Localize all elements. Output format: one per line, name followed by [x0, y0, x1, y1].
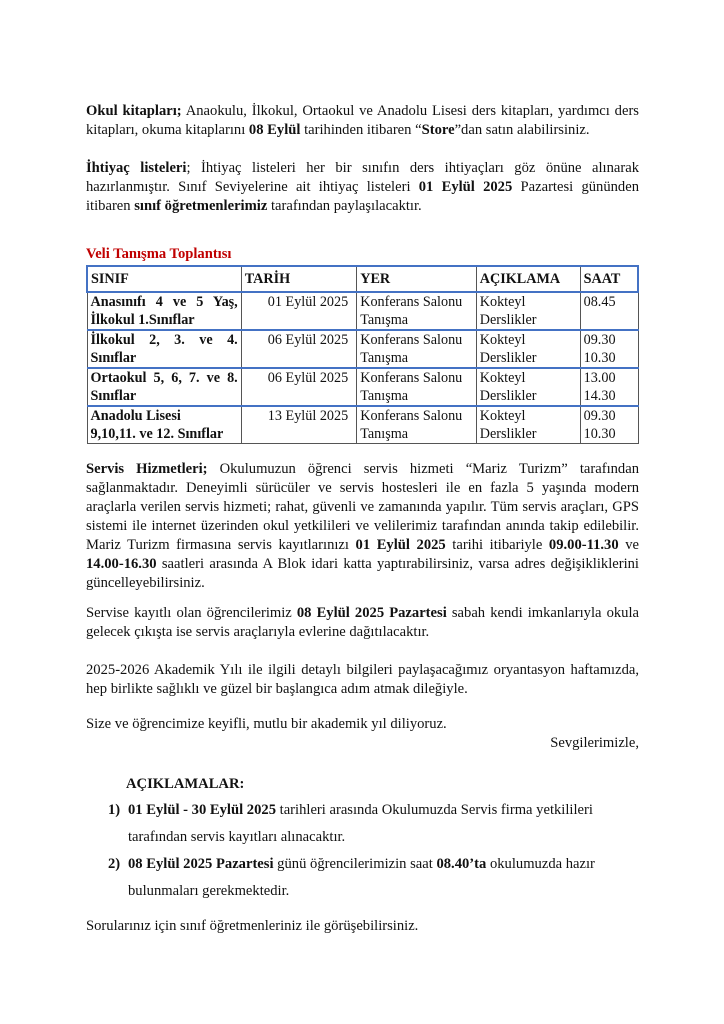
cell-class: Anasınıfı 4 ve 5 Yaş, İlkokul 1.Sınıflar [87, 292, 241, 330]
meeting-title: Veli Tanışma Toplantısı [86, 246, 232, 262]
table-header-row [87, 266, 638, 292]
note-item: 2) 08 Eylül 2025 Pazartesi günü öğrencilerimizin saat 08.40’ta okulumuzda hazır bulunmaları gerekmektedir. [108, 856, 595, 899]
cell-description: Kokteyl Derslikler [476, 330, 580, 368]
paragraph-orientation: 2025-2026 Akademik Yılı ile ilgili detaylı bilgileri paylaşacağımız oryantasyon haftamızda, hep birlikte sağlıklı ve güzel bir başlangıca adım atmak dileğiyle. [86, 662, 639, 697]
cell-time: 09.30 10.30 [580, 330, 638, 368]
header-aciklama: AÇIKLAMA [476, 266, 580, 292]
cell-place: Konferans Salonu Tanışma [357, 368, 477, 406]
header-tarih: TARİH [241, 266, 356, 292]
closing-line: Sevgilerimizle, [550, 735, 639, 751]
cell-description: Kokteyl Derslikler [476, 406, 580, 444]
cell-date: 13 Eylül 2025 [241, 406, 356, 444]
cell-date: 06 Eylül 2025 [241, 330, 356, 368]
paragraph-books: Okul kitapları; Anaokulu, İlkokul, Ortaokul ve Anadolu Lisesi ders kitapları, yardımcı ders kitapları, okuma kitaplarını 08 Eylül tarihinden itibaren “Store”dan satın alabilirsiniz. [86, 103, 639, 138]
meeting-table [86, 265, 639, 444]
paragraph-needs-lists: İhtiyaç listeleri; İhtiyaç listeleri her bir sınıfın ders ihtiyaçları göz önüne alınarak hazırlanmıştır. Sınıf Seviyelerine ait ihtiyaç listeleri 01 Eylül 2025 Pazartesi gününden itibaren sınıf öğretmenlerimiz tarafından paylaşılacaktır. [86, 160, 640, 214]
cell-class: İlkokul 2, 3. ve 4. Sınıflar [87, 330, 241, 368]
bold-text: Okul kitapları; [86, 103, 182, 119]
cell-class: Ortaokul 5, 6, 7. ve 8. Sınıflar [87, 368, 241, 406]
header-saat: SAAT [580, 266, 638, 292]
cell-time: 13.00 14.30 [580, 368, 638, 406]
cell-date: 01 Eylül 2025 [241, 292, 356, 330]
table-row [87, 368, 638, 406]
paragraph-transport: Servis Hizmetleri; Okulumuzun öğrenci servis hizmeti “Mariz Turizm” tarafından sağlanmaktadır. Deneyimli sürücüler ve servis hostesleri ile en fazla 5 yaşında modern araçlarla verilen servis hizmeti; rahat, güvenli ve zamanında yapılır. Tüm servis araçları, GPS sistemi ile internet üzerinden okul yetkilileri ve velilerimiz tarafından anında takip edilebilir. Mariz Turizm firmasına servis kayıtlarınızı 01 Eylül 2025 tarihi itibariyle 09.00-11.30 ve 14.00-16.30 saatleri arasında A Blok idari katta yaptırabilirsiniz, varsa adres değişikliklerini güncelleyebilirsiniz. [86, 461, 639, 591]
paragraph-wishes: Size ve öğrencimize keyifli, mutlu bir akademik yıl diliyoruz. [86, 716, 447, 732]
table-row [87, 292, 638, 330]
table-row [87, 330, 638, 368]
paragraph-questions: Sorularınız için sınıf öğretmenleriniz ile görüşebilirsiniz. [86, 918, 419, 934]
cell-place: Konferans Salonu Tanışma [357, 406, 477, 444]
notes-title: AÇIKLAMALAR: [126, 776, 245, 792]
note-item: 1) 01 Eylül - 30 Eylül 2025 tarihleri arasında Okulumuzda Servis firma yetkilileri tarafından servis kayıtları alınacaktır. [108, 802, 593, 845]
paragraph-first-day: Servise kayıtlı olan öğrencilerimiz 08 Eylül 2025 Pazartesi sabah kendi imkanlarıyla okula gelecek çıkışta ise servis araçlarıyla evlerine dağıtılacaktır. [86, 605, 639, 640]
header-yer: YER [357, 266, 477, 292]
cell-time: 08.45 [580, 292, 638, 330]
table-row [87, 406, 638, 444]
header-sinif: SINIF [87, 266, 241, 292]
cell-time: 09.30 10.30 [580, 406, 638, 444]
cell-class: Anadolu Lisesi 9,10,11. ve 12. Sınıflar [87, 406, 241, 444]
cell-place: Konferans Salonu Tanışma [357, 330, 477, 368]
cell-description: Kokteyl Derslikler [476, 292, 580, 330]
cell-place: Konferans Salonu Tanışma [357, 292, 477, 330]
cell-description: Kokteyl Derslikler [476, 368, 580, 406]
cell-date: 06 Eylül 2025 [241, 368, 356, 406]
